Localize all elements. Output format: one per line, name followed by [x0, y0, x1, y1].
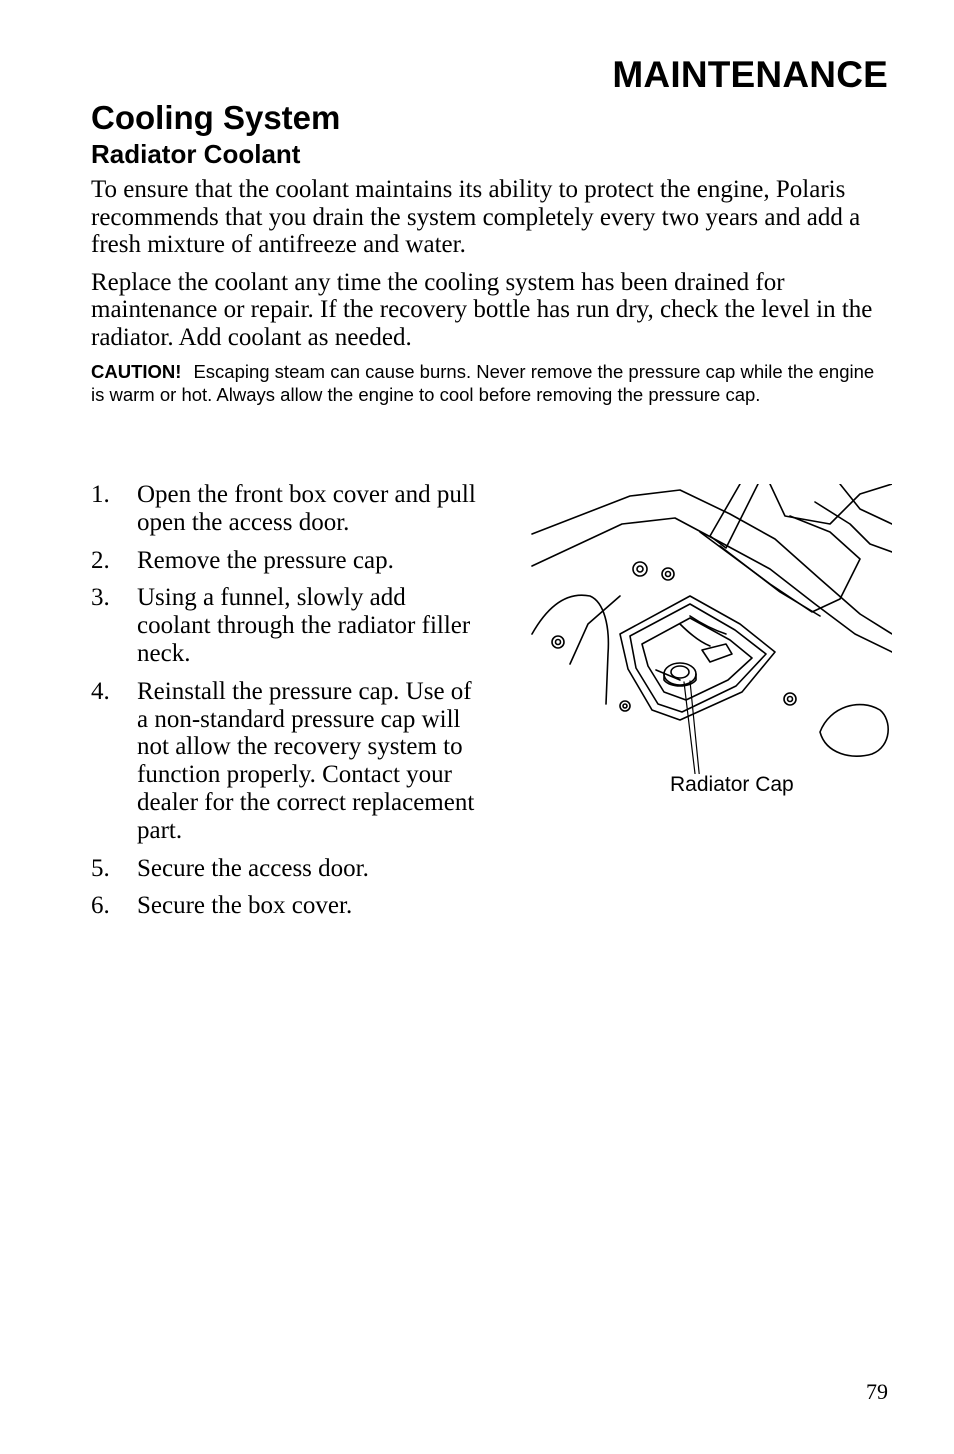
step-4 — [91, 678, 481, 845]
caution-label: CAUTION! — [91, 361, 182, 382]
step-text: Reinstall the pressure cap. Use of a non-standard pressure cap will not allow the recovery system to function properly. Contact your dealer for the correct replacement part. — [137, 677, 475, 844]
step-1 — [91, 481, 481, 537]
step-2 — [91, 547, 481, 575]
step-number: 5. — [91, 854, 110, 882]
intro-paragraph-2: Replace the coolant any time the cooling system has been drained for maintenance or repair. If the recovery bottle has run dry, check the level in the radiator. Add coolant as needed. — [91, 268, 873, 351]
caution-notice — [91, 361, 891, 406]
figure-caption: Radiator Cap — [670, 773, 794, 796]
radiator-cap-illustration — [530, 484, 892, 774]
step-number: 6. — [91, 892, 110, 920]
caution-text: Escaping steam can cause burns. Never remove the pressure cap while the engine is warm or hot. Always allow the engine to cool before removing the pressure cap. — [91, 361, 875, 405]
step-text: Remove the pressure cap. — [137, 546, 394, 574]
step-number: 2. — [91, 546, 110, 574]
step-5 — [91, 855, 481, 883]
step-6 — [91, 892, 481, 920]
content — [91, 98, 891, 406]
page-number: 79 — [866, 1379, 888, 1404]
step-text: Using a funnel, slowly add coolant through the radiator filler neck. — [137, 584, 471, 667]
page-title: Cooling System — [91, 99, 341, 136]
radiator-cap-figure — [530, 484, 892, 804]
step-number: 3. — [91, 584, 110, 612]
step-text: Secure the access door. — [137, 854, 369, 882]
intro-paragraph-1: To ensure that the coolant maintains its ability to protect the engine, Polaris recommends that you drain the system completely every two years and add a fresh mixture of antifreeze and water. — [91, 176, 861, 258]
section-header: MAINTENANCE — [612, 54, 888, 95]
step-number: 4. — [91, 677, 110, 705]
step-number: 1. — [91, 481, 110, 508]
step-3 — [91, 584, 481, 667]
page-subtitle: Radiator Coolant — [91, 139, 301, 169]
step-text: Open the front box cover and pull open the access door. — [137, 481, 476, 536]
step-text: Secure the box cover. — [137, 892, 353, 920]
steps-list — [91, 481, 481, 930]
